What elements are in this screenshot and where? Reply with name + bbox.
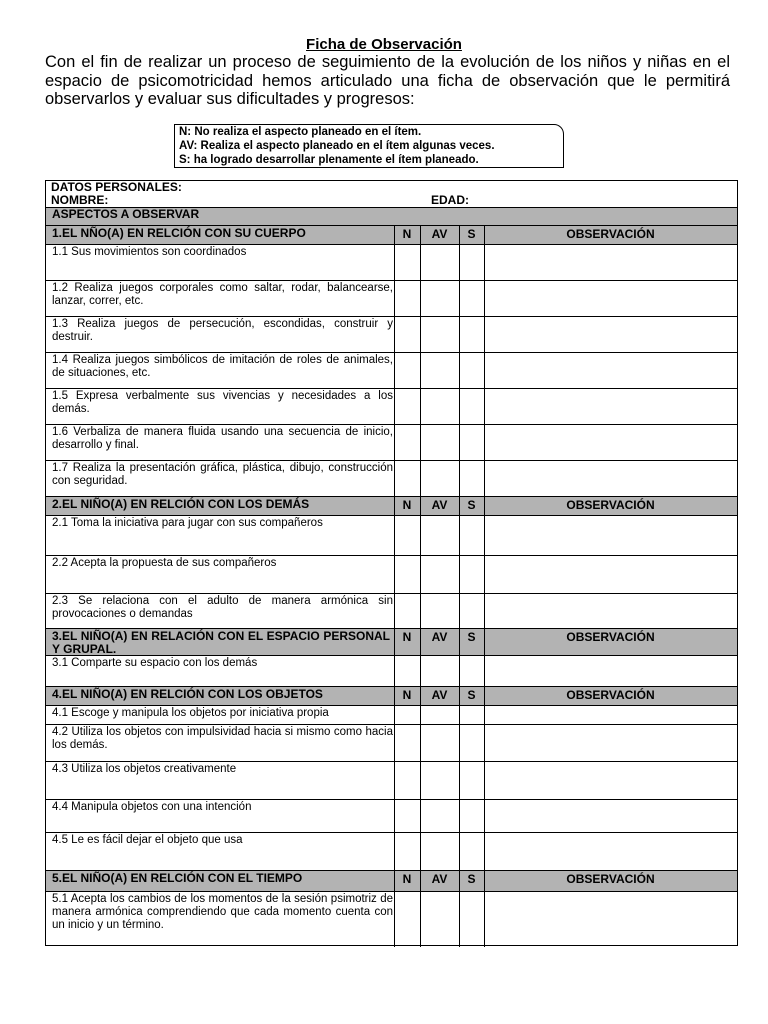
cell-obs[interactable] — [485, 706, 737, 724]
column-divider — [484, 686, 485, 870]
cell-n[interactable] — [395, 461, 420, 496]
observation-item: 5.1 Acepta los cambios de los momentos de la sesión psimotriz de manera armónica comprendiendo que cada momento cuenta con un inicio y un término. — [52, 893, 393, 931]
observation-item: 4.2 Utiliza los objetos con impulsividad hacia si mismo como hacia los demás. — [52, 726, 393, 751]
cell-av[interactable] — [421, 594, 459, 628]
observation-item: 1.7 Realiza la presentación gráfica, plástica, dibujo, construcción con seguridad. — [52, 462, 393, 487]
cell-obs[interactable] — [485, 389, 737, 424]
observation-item: 4.4 Manipula objetos con una intención — [52, 801, 252, 813]
personal-data-heading: DATOS PERSONALES: — [51, 180, 182, 194]
cell-obs[interactable] — [485, 725, 737, 761]
cell-obs[interactable] — [485, 516, 737, 555]
column-header-s: S — [467, 498, 476, 512]
cell-s[interactable] — [460, 892, 484, 947]
cell-s[interactable] — [460, 281, 484, 316]
column-header-n: N — [402, 498, 412, 512]
cell-n[interactable] — [395, 892, 420, 947]
cell-av[interactable] — [421, 800, 459, 832]
column-header-av: AV — [431, 872, 448, 886]
section-4-title: 4.EL NIÑO(A) EN RELCIÓN CON LOS OBJETOS — [52, 687, 323, 701]
column-divider — [394, 496, 395, 628]
legend-av: AV: Realiza el aspecto planeado en el ítem algunas veces. — [179, 140, 495, 152]
section-2-title: 2.EL NIÑO(A) EN RELCIÓN CON LOS DEMÁS — [52, 497, 310, 511]
cell-n[interactable] — [395, 353, 420, 388]
cell-av[interactable] — [421, 281, 459, 316]
legend-s: S: ha logrado desarrollar plenamente el ítem planeado. — [179, 154, 479, 166]
name-label: NOMBRE: — [51, 193, 109, 207]
cell-n[interactable] — [395, 317, 420, 352]
cell-av[interactable] — [421, 516, 459, 555]
cell-s[interactable] — [460, 800, 484, 832]
column-header-obs: OBSERVACIÓN — [566, 872, 655, 886]
cell-obs[interactable] — [485, 762, 737, 799]
cell-n[interactable] — [395, 833, 420, 870]
column-header-obs: OBSERVACIÓN — [566, 630, 655, 644]
observation-item: 4.3 Utiliza los objetos creativamente — [52, 763, 237, 775]
cell-s[interactable] — [460, 656, 484, 686]
cell-s[interactable] — [460, 556, 484, 593]
cell-s[interactable] — [460, 353, 484, 388]
cell-obs[interactable] — [485, 461, 737, 496]
cell-s[interactable] — [460, 706, 484, 724]
observation-item: 1.6 Verbaliza de manera fluida usando una secuencia de inicio, desarrollo y final. — [52, 426, 393, 451]
observation-item: 2.2 Acepta la propuesta de sus compañeros — [52, 557, 277, 569]
cell-av[interactable] — [421, 656, 459, 686]
legend-box — [174, 124, 564, 168]
column-header-s: S — [467, 688, 476, 702]
cell-n[interactable] — [395, 706, 420, 724]
cell-av[interactable] — [421, 425, 459, 460]
column-divider — [459, 870, 460, 947]
cell-s[interactable] — [460, 389, 484, 424]
column-header-s: S — [467, 227, 476, 241]
column-header-n: N — [402, 872, 412, 886]
column-header-av: AV — [431, 498, 448, 512]
observation-item: 3.1 Comparte su espacio con los demás — [52, 657, 258, 669]
cell-obs[interactable] — [485, 656, 737, 686]
cell-av[interactable] — [421, 245, 459, 280]
column-header-obs: OBSERVACIÓN — [566, 498, 655, 512]
section-5-title: 5.EL NIÑO(A) EN RELCIÓN CON EL TIEMPO — [52, 871, 303, 885]
cell-n[interactable] — [395, 594, 420, 628]
cell-n[interactable] — [395, 425, 420, 460]
observation-table — [45, 180, 738, 946]
column-divider — [459, 225, 460, 496]
aspects-heading: ASPECTOS A OBSERVAR — [52, 207, 200, 221]
column-divider — [484, 870, 485, 947]
column-divider — [484, 628, 485, 686]
cell-obs[interactable] — [485, 425, 737, 460]
cell-obs[interactable] — [485, 317, 737, 352]
cell-obs[interactable] — [485, 594, 737, 628]
column-divider — [420, 496, 421, 628]
cell-av[interactable] — [421, 892, 459, 947]
age-label: EDAD: — [431, 193, 469, 207]
cell-n[interactable] — [395, 245, 420, 280]
document-title: Ficha de Observación — [306, 36, 462, 53]
cell-av[interactable] — [421, 317, 459, 352]
column-divider — [484, 225, 485, 496]
observation-item: 2.1 Toma la iniciativa para jugar con sus compañeros — [52, 517, 323, 529]
column-header-n: N — [402, 630, 412, 644]
cell-av[interactable] — [421, 762, 459, 799]
cell-av[interactable] — [421, 353, 459, 388]
cell-s[interactable] — [460, 594, 484, 628]
cell-s[interactable] — [460, 317, 484, 352]
cell-s[interactable] — [460, 833, 484, 870]
column-header-av: AV — [431, 688, 448, 702]
column-divider — [459, 496, 460, 628]
cell-obs[interactable] — [485, 353, 737, 388]
column-divider — [459, 628, 460, 686]
cell-n[interactable] — [395, 762, 420, 799]
cell-s[interactable] — [460, 516, 484, 555]
cell-av[interactable] — [421, 461, 459, 496]
cell-obs[interactable] — [485, 556, 737, 593]
column-header-n: N — [402, 688, 412, 702]
cell-s[interactable] — [460, 425, 484, 460]
column-header-s: S — [467, 872, 476, 886]
observation-item: 4.5 Le es fácil dejar el objeto que usa — [52, 834, 243, 846]
cell-av[interactable] — [421, 706, 459, 724]
observation-item: 4.1 Escoge y manipula los objetos por iniciativa propia — [52, 707, 329, 719]
intro-paragraph: Con el fin de realizar un proceso de seguimiento de la evolución de los niños y niñas en el espacio de psicomotricidad hemos articulado una ficha de observación que le permitirá observarlos y evaluar sus dificultades y progresos: — [45, 53, 730, 108]
column-divider — [394, 686, 395, 870]
observation-item: 1.3 Realiza juegos de persecución, escondidas, construir y destruir. — [52, 318, 393, 343]
column-divider — [394, 870, 395, 947]
column-header-n: N — [402, 227, 412, 241]
cell-n[interactable] — [395, 389, 420, 424]
cell-obs[interactable] — [485, 245, 737, 280]
observation-item: 2.3 Se relaciona con el adulto de manera armónica sin provocaciones o demandas — [52, 595, 393, 620]
column-header-obs: OBSERVACIÓN — [566, 227, 655, 241]
cell-n[interactable] — [395, 556, 420, 593]
section-1-title: 1.EL NÑO(A) EN RELCIÓN CON SU CUERPO — [52, 226, 306, 240]
cell-s[interactable] — [460, 725, 484, 761]
cell-n[interactable] — [395, 800, 420, 832]
legend-n: N: No realiza el aspecto planeado en el ítem. — [179, 126, 422, 138]
cell-s[interactable] — [460, 762, 484, 799]
cell-av[interactable] — [421, 556, 459, 593]
column-header-av: AV — [431, 227, 448, 241]
cell-n[interactable] — [395, 281, 420, 316]
cell-s[interactable] — [460, 461, 484, 496]
observation-item: 1.4 Realiza juegos simbólicos de imitación de roles de animales, de situaciones, etc. — [52, 354, 393, 379]
cell-s[interactable] — [460, 245, 484, 280]
cell-obs[interactable] — [485, 281, 737, 316]
column-divider — [394, 225, 395, 496]
column-divider — [420, 870, 421, 947]
observation-item: 1.1 Sus movimientos son coordinados — [52, 246, 247, 258]
cell-n[interactable] — [395, 725, 420, 761]
column-header-s: S — [467, 630, 476, 644]
observation-item: 1.5 Expresa verbalmente sus vivencias y necesidades a los demás. — [52, 390, 393, 415]
column-divider — [420, 225, 421, 496]
cell-obs[interactable] — [485, 800, 737, 832]
column-header-obs: OBSERVACIÓN — [566, 688, 655, 702]
cell-av[interactable] — [421, 833, 459, 870]
cell-n[interactable] — [395, 516, 420, 555]
column-divider — [420, 686, 421, 870]
column-divider — [394, 628, 395, 686]
column-divider — [420, 628, 421, 686]
section-3-title: 3.EL NIÑO(A) EN RELACIÓN CON EL ESPACIO PERSONAL Y GRUPAL. — [52, 629, 390, 656]
column-divider — [459, 686, 460, 870]
column-header-av: AV — [431, 630, 448, 644]
observation-item: 1.2 Realiza juegos corporales como saltar, rodar, balancearse, lanzar, correr, etc. — [52, 282, 393, 307]
cell-obs[interactable] — [485, 892, 737, 947]
cell-n[interactable] — [395, 656, 420, 686]
cell-av[interactable] — [421, 725, 459, 761]
cell-obs[interactable] — [485, 833, 737, 870]
cell-av[interactable] — [421, 389, 459, 424]
column-divider — [484, 496, 485, 628]
